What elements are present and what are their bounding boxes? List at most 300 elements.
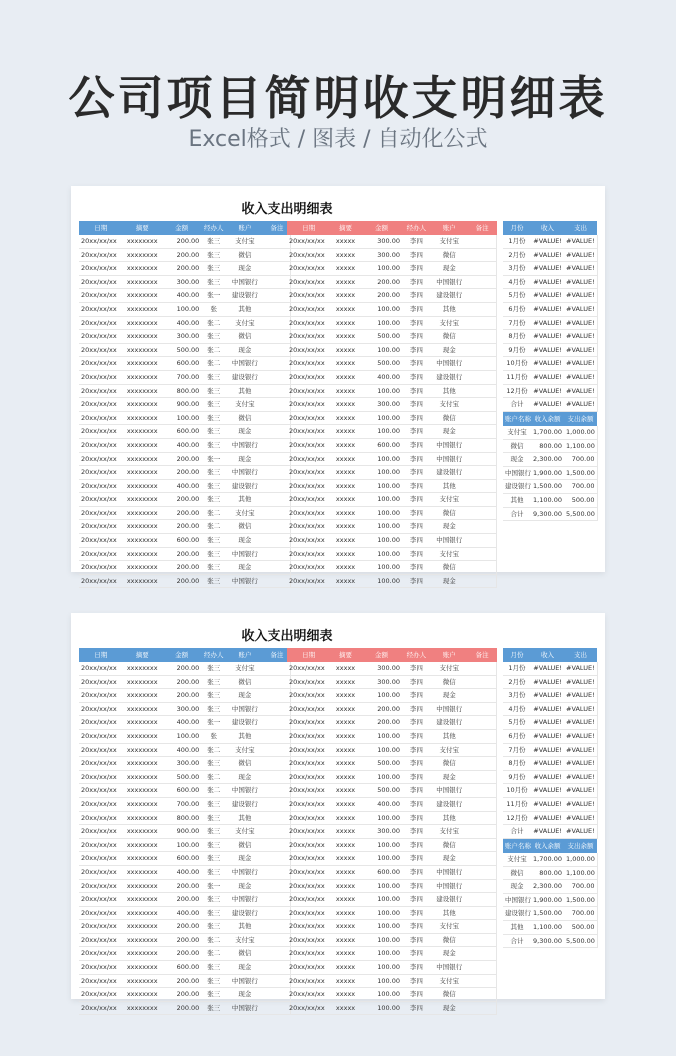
table-cell: 支付宝 <box>226 662 263 675</box>
table-row <box>79 547 291 561</box>
table-cell: 李四 <box>402 689 431 703</box>
table-cell: 100.00 <box>361 852 402 866</box>
table-cell: 2月份 <box>503 675 531 689</box>
table-cell: 建设银行 <box>226 797 263 811</box>
table-cell: 20xx/xx/xx <box>287 330 330 344</box>
monthly-summary-table <box>503 221 598 412</box>
table-cell: 8月份 <box>503 330 531 344</box>
table-cell: 2,300.00 <box>531 453 564 467</box>
table-cell: xxxxxxxx <box>123 466 162 480</box>
table-cell: 300.00 <box>361 248 402 262</box>
table-cell: 张三 <box>201 235 226 248</box>
table-cell: #VALUE! <box>564 248 597 262</box>
table-cell: xxxxxxxx <box>123 879 162 893</box>
table-cell: 500.00 <box>162 343 201 357</box>
table-cell: 10月份 <box>503 357 531 371</box>
sheet-title: 收入支出明细表 <box>241 202 333 217</box>
table-cell <box>468 302 497 316</box>
table-cell: 20xx/xx/xx <box>287 743 330 757</box>
table-cell: xxxxx <box>330 933 361 947</box>
table-cell <box>468 933 497 947</box>
table-cell: #VALUE! <box>564 811 597 825</box>
table-cell: 12月份 <box>503 384 531 398</box>
table-cell: 600.00 <box>162 357 201 371</box>
table-cell <box>468 757 497 771</box>
column-header: 收入 <box>531 648 564 662</box>
table-cell: 20xx/xx/xx <box>287 357 330 371</box>
table-cell: xxxxx <box>330 466 361 480</box>
table-cell: 3月份 <box>503 262 531 276</box>
table-cell: 20xx/xx/xx <box>287 343 330 357</box>
table-cell: 9,300.00 <box>531 934 564 948</box>
column-header: 备注 <box>468 221 497 235</box>
table-row <box>79 384 291 398</box>
table-cell: xxxxxxxx <box>123 438 162 452</box>
table-cell <box>468 479 497 493</box>
table-cell: 100.00 <box>361 316 402 330</box>
table-cell: 张三 <box>201 493 226 507</box>
table-cell: 其他 <box>503 493 531 507</box>
column-header: 日期 <box>287 648 330 662</box>
table-row <box>287 757 497 771</box>
table-cell: 20xx/xx/xx <box>287 534 330 548</box>
table-cell: xxxxx <box>330 520 361 534</box>
column-header: 摘要 <box>123 221 162 235</box>
table-cell: 400.00 <box>162 438 201 452</box>
table-cell: 张三 <box>201 466 226 480</box>
table-cell: xxxxx <box>330 947 361 961</box>
table-cell: xxxxx <box>330 757 361 771</box>
table-cell: 200.00 <box>162 235 201 248</box>
table-cell <box>468 262 497 276</box>
table-cell: 600.00 <box>162 425 201 439</box>
table-row <box>503 825 597 839</box>
table-cell: 李四 <box>402 961 431 975</box>
table-cell: 200.00 <box>162 1001 201 1015</box>
table-row <box>503 675 597 689</box>
table-cell: 中国银行 <box>226 275 263 289</box>
table-cell: 20xx/xx/xx <box>79 370 123 384</box>
table-cell: 20xx/xx/xx <box>79 974 123 988</box>
table-cell: 300.00 <box>162 275 201 289</box>
table-cell: 20xx/xx/xx <box>287 933 330 947</box>
table-cell: 其他 <box>226 302 263 316</box>
table-cell: 20xx/xx/xx <box>79 425 123 439</box>
table-row <box>79 425 291 439</box>
table-cell: 现金 <box>431 1001 468 1015</box>
table-cell: 支付宝 <box>226 235 263 248</box>
table-cell <box>468 729 497 743</box>
table-cell: 张三 <box>201 865 226 879</box>
table-row <box>79 743 291 757</box>
table-row <box>503 907 597 921</box>
table-cell: 20xx/xx/xx <box>79 675 123 689</box>
table-cell: 20xx/xx/xx <box>79 330 123 344</box>
column-header: 经办人 <box>201 648 226 662</box>
table-cell: 1,100.00 <box>564 866 597 880</box>
table-cell: 李四 <box>402 852 431 866</box>
table-cell: #VALUE! <box>531 689 564 703</box>
table-cell: 李四 <box>402 520 431 534</box>
table-row <box>79 343 291 357</box>
table-cell: 900.00 <box>162 398 201 412</box>
table-cell: 李四 <box>402 770 431 784</box>
account-summary-table <box>503 839 598 948</box>
table-row <box>79 411 291 425</box>
table-cell: 1,900.00 <box>531 893 564 907</box>
table-cell: #VALUE! <box>531 330 564 344</box>
table-row <box>287 893 497 907</box>
table-row <box>287 493 497 507</box>
table-cell: 微信 <box>503 866 531 880</box>
table-cell: 300.00 <box>361 235 402 248</box>
table-cell: 20xx/xx/xx <box>79 865 123 879</box>
table-row <box>79 716 291 730</box>
table-cell: 20xx/xx/xx <box>79 343 123 357</box>
table-row <box>287 248 497 262</box>
table-cell: 现金 <box>503 880 531 894</box>
table-cell <box>468 534 497 548</box>
table-cell: xxxxxxxx <box>123 534 162 548</box>
table-cell: 20xx/xx/xx <box>79 743 123 757</box>
table-cell: 现金 <box>226 961 263 975</box>
sheet-title: 收入支出明细表 <box>241 629 333 644</box>
table-cell: 20xx/xx/xx <box>79 398 123 412</box>
table-row <box>79 466 291 480</box>
table-cell: 200.00 <box>162 933 201 947</box>
table-cell: 支付宝 <box>431 235 468 248</box>
table-cell: xxxxx <box>330 784 361 798</box>
table-cell: 李四 <box>402 493 431 507</box>
table-cell: xxxxx <box>330 493 361 507</box>
table-row <box>79 893 291 907</box>
table-cell: xxxxx <box>330 702 361 716</box>
table-cell: 张三 <box>201 384 226 398</box>
table-cell: 合计 <box>503 934 531 948</box>
table-cell: #VALUE! <box>531 248 564 262</box>
table-row <box>503 466 597 480</box>
table-cell: 200.00 <box>162 574 201 588</box>
table-cell: 20xx/xx/xx <box>287 302 330 316</box>
table-cell: 现金 <box>431 574 468 588</box>
table-cell: #VALUE! <box>564 384 597 398</box>
table-cell: 20xx/xx/xx <box>79 479 123 493</box>
table-cell: 微信 <box>431 411 468 425</box>
table-cell: 20xx/xx/xx <box>287 1001 330 1015</box>
table-cell <box>468 974 497 988</box>
table-cell: 20xx/xx/xx <box>287 479 330 493</box>
table-cell: 张三 <box>201 438 226 452</box>
table-row <box>79 757 291 771</box>
table-cell: 现金 <box>431 852 468 866</box>
table-cell: 其他 <box>226 920 263 934</box>
table-cell: xxxxxxxx <box>123 411 162 425</box>
table-cell: 500.00 <box>361 357 402 371</box>
table-cell: #VALUE! <box>531 743 564 757</box>
table-cell <box>468 702 497 716</box>
table-cell: 微信 <box>431 330 468 344</box>
table-cell: xxxxxxxx <box>123 906 162 920</box>
table-cell: #VALUE! <box>564 757 597 771</box>
table-cell <box>468 561 497 575</box>
table-cell: 100.00 <box>162 838 201 852</box>
table-cell: 800.00 <box>531 866 564 880</box>
table-cell: 100.00 <box>361 743 402 757</box>
table-cell: 中国银行 <box>431 879 468 893</box>
table-cell: xxxxxxxx <box>123 852 162 866</box>
column-header: 摘要 <box>123 648 162 662</box>
spreadsheet-preview-1 <box>71 186 605 585</box>
table-cell: 20xx/xx/xx <box>79 689 123 703</box>
table-cell: 20xx/xx/xx <box>287 879 330 893</box>
table-cell: 20xx/xx/xx <box>287 289 330 303</box>
table-cell: 其他 <box>431 302 468 316</box>
table-cell: xxxxxxxx <box>123 838 162 852</box>
table-cell: 中国银行 <box>431 275 468 289</box>
table-cell: xxxxx <box>330 275 361 289</box>
table-cell: xxxxxxxx <box>123 662 162 675</box>
table-cell: 中国银行 <box>226 702 263 716</box>
table-cell: 建设银行 <box>226 906 263 920</box>
table-row <box>79 852 291 866</box>
table-cell: 李四 <box>402 479 431 493</box>
table-cell: 1,500.00 <box>564 466 597 480</box>
table-cell: 张 <box>201 302 226 316</box>
table-cell: 20xx/xx/xx <box>287 784 330 798</box>
table-cell: 20xx/xx/xx <box>287 729 330 743</box>
column-header: 金额 <box>162 221 201 235</box>
page-title: 公司项目简明收支明细表 <box>68 71 608 125</box>
table-cell: 20xx/xx/xx <box>287 716 330 730</box>
table-row <box>287 743 497 757</box>
table-cell: 支付宝 <box>431 316 468 330</box>
table-cell: 20xx/xx/xx <box>287 425 330 439</box>
column-header: 支出余额 <box>564 839 597 853</box>
table-cell: 20xx/xx/xx <box>79 729 123 743</box>
table-cell: 200.00 <box>162 547 201 561</box>
column-header: 金额 <box>361 221 402 235</box>
table-cell: 张三 <box>201 662 226 675</box>
table-cell: 李四 <box>402 302 431 316</box>
column-header: 账户 <box>226 648 263 662</box>
table-row <box>79 262 291 276</box>
table-cell: #VALUE! <box>564 398 597 412</box>
table-cell: 建设银行 <box>226 370 263 384</box>
table-row <box>503 934 597 948</box>
table-cell: 现金 <box>226 561 263 575</box>
table-row <box>503 507 597 521</box>
table-row <box>287 662 497 675</box>
table-cell: 其他 <box>226 493 263 507</box>
table-row <box>287 384 497 398</box>
table-cell: xxxxxxxx <box>123 743 162 757</box>
table-cell: #VALUE! <box>531 770 564 784</box>
table-cell: xxxxxxxx <box>123 974 162 988</box>
table-cell: 张二 <box>201 947 226 961</box>
table-cell: 现金 <box>226 988 263 1002</box>
table-cell: 20xx/xx/xx <box>79 879 123 893</box>
table-cell: xxxxx <box>330 289 361 303</box>
table-cell: 张三 <box>201 689 226 703</box>
table-cell: 20xx/xx/xx <box>79 302 123 316</box>
column-header: 收入余额 <box>531 839 564 853</box>
table-cell: 20xx/xx/xx <box>287 235 330 248</box>
table-cell <box>468 343 497 357</box>
table-cell: 20xx/xx/xx <box>79 235 123 248</box>
table-cell: 李四 <box>402 716 431 730</box>
table-row <box>287 275 497 289</box>
table-row <box>287 534 497 548</box>
column-header: 支出 <box>564 648 597 662</box>
table-cell: 20xx/xx/xx <box>79 825 123 839</box>
income-table <box>79 221 291 588</box>
table-row <box>287 825 497 839</box>
table-cell: 李四 <box>402 893 431 907</box>
table-cell: 200.00 <box>162 520 201 534</box>
table-cell: 1,500.00 <box>531 907 564 921</box>
table-cell: 10月份 <box>503 784 531 798</box>
table-row <box>503 797 597 811</box>
table-cell: xxxxx <box>330 330 361 344</box>
table-row <box>79 811 291 825</box>
table-cell: xxxxx <box>330 262 361 276</box>
table-cell: 张三 <box>201 811 226 825</box>
table-cell: 100.00 <box>361 811 402 825</box>
table-cell: 200.00 <box>162 248 201 262</box>
table-row <box>503 757 597 771</box>
table-cell: 20xx/xx/xx <box>287 797 330 811</box>
table-cell: 700.00 <box>564 880 597 894</box>
table-cell: 5,500.00 <box>564 934 597 948</box>
table-row <box>503 275 597 289</box>
table-cell: xxxxxxxx <box>123 933 162 947</box>
table-row <box>287 716 497 730</box>
table-cell: xxxxxxxx <box>123 716 162 730</box>
table-cell: 李四 <box>402 675 431 689</box>
table-row <box>79 770 291 784</box>
table-cell: 200.00 <box>162 947 201 961</box>
table-row <box>79 825 291 839</box>
table-cell: 5月份 <box>503 716 531 730</box>
table-cell: 李四 <box>402 920 431 934</box>
table-cell: 张三 <box>201 988 226 1002</box>
table-row <box>287 452 497 466</box>
table-row <box>287 547 497 561</box>
table-row <box>79 452 291 466</box>
table-row <box>79 235 291 248</box>
table-cell: #VALUE! <box>564 343 597 357</box>
table-cell: 支付宝 <box>226 316 263 330</box>
table-cell: #VALUE! <box>564 716 597 730</box>
table-cell: 张一 <box>201 289 226 303</box>
table-cell: 微信 <box>431 838 468 852</box>
table-cell: 李四 <box>402 865 431 879</box>
table-row <box>79 920 291 934</box>
table-cell: 李四 <box>402 797 431 811</box>
table-cell <box>468 825 497 839</box>
table-cell: 20xx/xx/xx <box>287 920 330 934</box>
column-header: 账户名称 <box>503 839 531 853</box>
column-header: 账户 <box>226 221 263 235</box>
table-cell: 其他 <box>431 479 468 493</box>
table-cell: 100.00 <box>361 961 402 975</box>
table-cell: 200.00 <box>361 275 402 289</box>
table-cell: 20xx/xx/xx <box>287 770 330 784</box>
table-cell: 600.00 <box>361 438 402 452</box>
table-cell: xxxxx <box>330 357 361 371</box>
table-cell <box>468 370 497 384</box>
table-cell: #VALUE! <box>531 384 564 398</box>
table-cell: 现金 <box>226 770 263 784</box>
table-cell: 100.00 <box>361 466 402 480</box>
table-cell: 张三 <box>201 275 226 289</box>
table-row <box>503 893 597 907</box>
table-cell: 李四 <box>402 411 431 425</box>
table-row <box>503 702 597 716</box>
table-cell: xxxxxxxx <box>123 302 162 316</box>
table-cell: 张三 <box>201 370 226 384</box>
table-row <box>79 438 291 452</box>
table-row <box>79 534 291 548</box>
table-cell <box>468 1001 497 1015</box>
table-cell: 20xx/xx/xx <box>287 411 330 425</box>
table-cell: 100.00 <box>361 838 402 852</box>
table-cell: 20xx/xx/xx <box>287 702 330 716</box>
table-row <box>287 675 497 689</box>
table-cell: 500.00 <box>564 493 597 507</box>
table-cell: #VALUE! <box>564 235 597 248</box>
table-cell: 现金 <box>226 879 263 893</box>
table-cell: 张三 <box>201 920 226 934</box>
table-row <box>79 302 291 316</box>
table-cell: 100.00 <box>361 561 402 575</box>
table-cell: xxxxx <box>330 879 361 893</box>
table-cell: 中国银行 <box>226 466 263 480</box>
table-cell: 6月份 <box>503 729 531 743</box>
table-cell: 200.00 <box>162 675 201 689</box>
table-cell: 李四 <box>402 702 431 716</box>
table-cell: 100.00 <box>361 947 402 961</box>
table-cell: 8月份 <box>503 757 531 771</box>
table-cell: 中国银行 <box>431 784 468 798</box>
table-cell: 400.00 <box>361 797 402 811</box>
table-cell: 张三 <box>201 411 226 425</box>
table-cell: xxxxxxxx <box>123 893 162 907</box>
table-cell: 张三 <box>201 398 226 412</box>
table-cell: 张三 <box>201 757 226 771</box>
table-cell: xxxxx <box>330 248 361 262</box>
table-row <box>503 880 597 894</box>
table-cell: 200.00 <box>162 262 201 276</box>
table-cell: 20xx/xx/xx <box>79 852 123 866</box>
column-header: 支出余额 <box>564 412 597 426</box>
table-cell: xxxxx <box>330 961 361 975</box>
table-cell: 200.00 <box>162 662 201 675</box>
table-row <box>287 920 497 934</box>
table-cell: 500.00 <box>162 770 201 784</box>
table-cell: 7月份 <box>503 743 531 757</box>
table-cell: 6月份 <box>503 302 531 316</box>
table-row <box>503 248 597 262</box>
table-cell: 300.00 <box>361 825 402 839</box>
table-row <box>503 330 597 344</box>
table-cell: xxxxxxxx <box>123 702 162 716</box>
table-cell: 中国银行 <box>226 438 263 452</box>
table-cell: 中国银行 <box>226 784 263 798</box>
table-cell: 20xx/xx/xx <box>287 757 330 771</box>
table-row <box>79 947 291 961</box>
table-cell: xxxxxxxx <box>123 275 162 289</box>
